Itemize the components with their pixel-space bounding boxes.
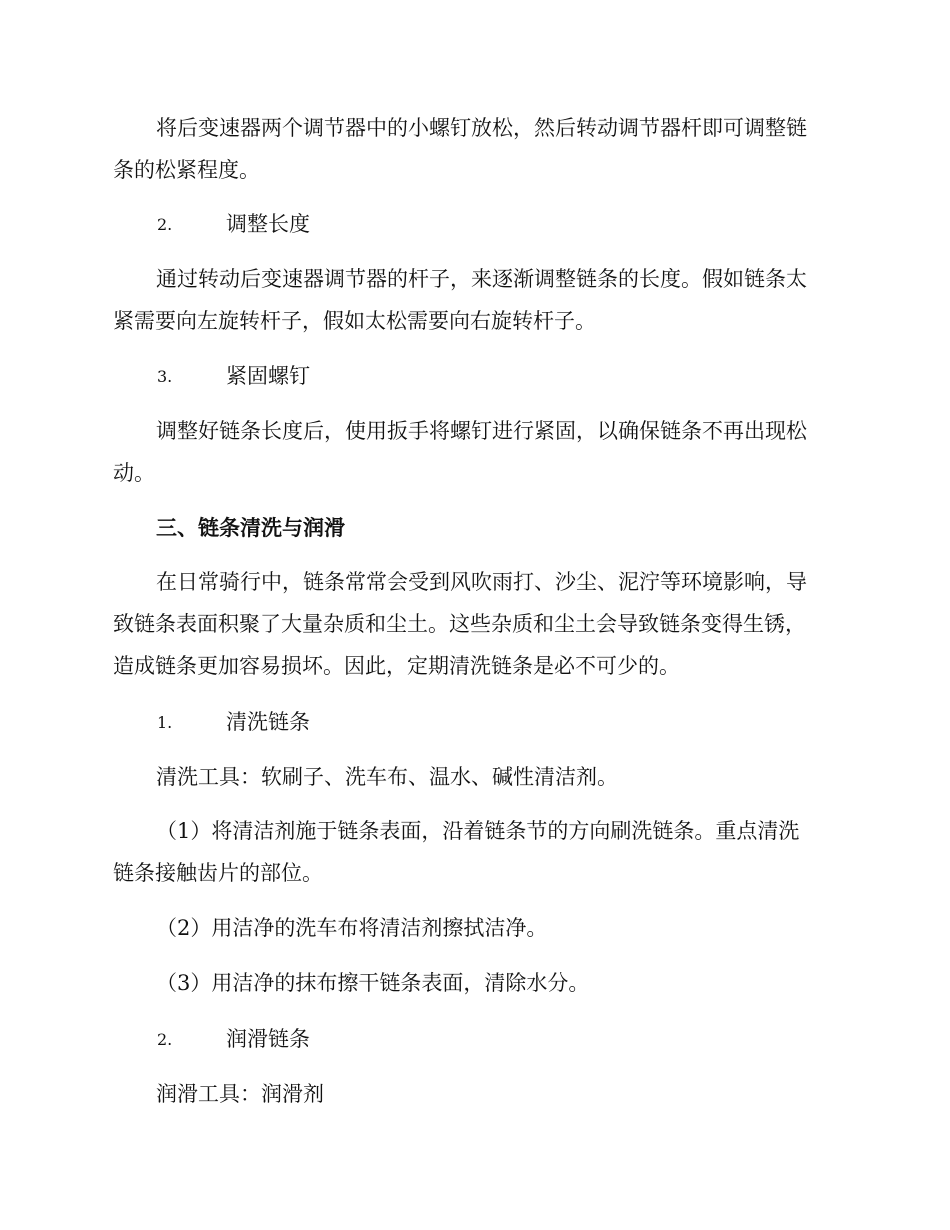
lubrication-tools: 润滑工具：润滑剂 bbox=[156, 1082, 324, 1106]
paragraph-length-line-1: 通过转动后变速器调节器的杆子，来逐渐调整链条的长度。假如链条太 bbox=[156, 267, 807, 291]
list-item-adjust-length: 调整长度 bbox=[226, 212, 310, 236]
list-number-adjust-length: 2. bbox=[157, 215, 173, 234]
list-number-tighten-screw: 3. bbox=[157, 367, 173, 386]
paragraph-adjuster-line-2: 条的松紧程度。 bbox=[113, 158, 260, 182]
cleaning-step-3: （3）用洁净的抹布擦干链条表面，清除水分。 bbox=[156, 971, 590, 995]
paragraph-length-line-2: 紧需要向左旋转杆子，假如太松需要向右旋转杆子。 bbox=[113, 309, 596, 333]
paragraph-intro-line-2: 致链条表面积聚了大量杂质和尘土。这些杂质和尘土会导致链条变得生锈， bbox=[113, 612, 806, 636]
list-item-clean-chain: 清洗链条 bbox=[226, 710, 310, 734]
paragraph-tighten-line-1: 调整好链条长度后，使用扳手将螺钉进行紧固，以确保链条不再出现松 bbox=[156, 419, 807, 443]
cleaning-step-1-line-2: 链条接触齿片的部位。 bbox=[113, 861, 323, 885]
list-number-lubricate-chain: 2. bbox=[157, 1030, 173, 1049]
section-heading-clean-lubricate: 三、链条清洗与润滑 bbox=[156, 515, 345, 540]
list-number-clean-chain: 1. bbox=[157, 713, 173, 732]
cleaning-step-2: （2）用洁净的洗车布将清洁剂擦拭洁净。 bbox=[156, 916, 548, 940]
list-item-lubricate-chain: 润滑链条 bbox=[226, 1027, 310, 1051]
paragraph-intro-line-3: 造成链条更加容易损坏。因此，定期清洗链条是必不可少的。 bbox=[113, 654, 680, 678]
cleaning-step-1-line-1: （1）将清洁剂施于链条表面，沿着链条节的方向刷洗链条。重点清洗 bbox=[156, 819, 800, 843]
cleaning-tools: 清洗工具：软刷子、洗车布、温水、碱性清洁剂。 bbox=[156, 765, 618, 789]
paragraph-adjuster-line-1: 将后变速器两个调节器中的小螺钉放松，然后转动调节器杆即可调整链 bbox=[156, 116, 807, 140]
paragraph-tighten-line-2: 动。 bbox=[113, 461, 155, 485]
list-item-tighten-screw: 紧固螺钉 bbox=[226, 364, 310, 388]
paragraph-intro-line-1: 在日常骑行中，链条常常会受到风吹雨打、沙尘、泥泞等环境影响，导 bbox=[156, 570, 807, 594]
